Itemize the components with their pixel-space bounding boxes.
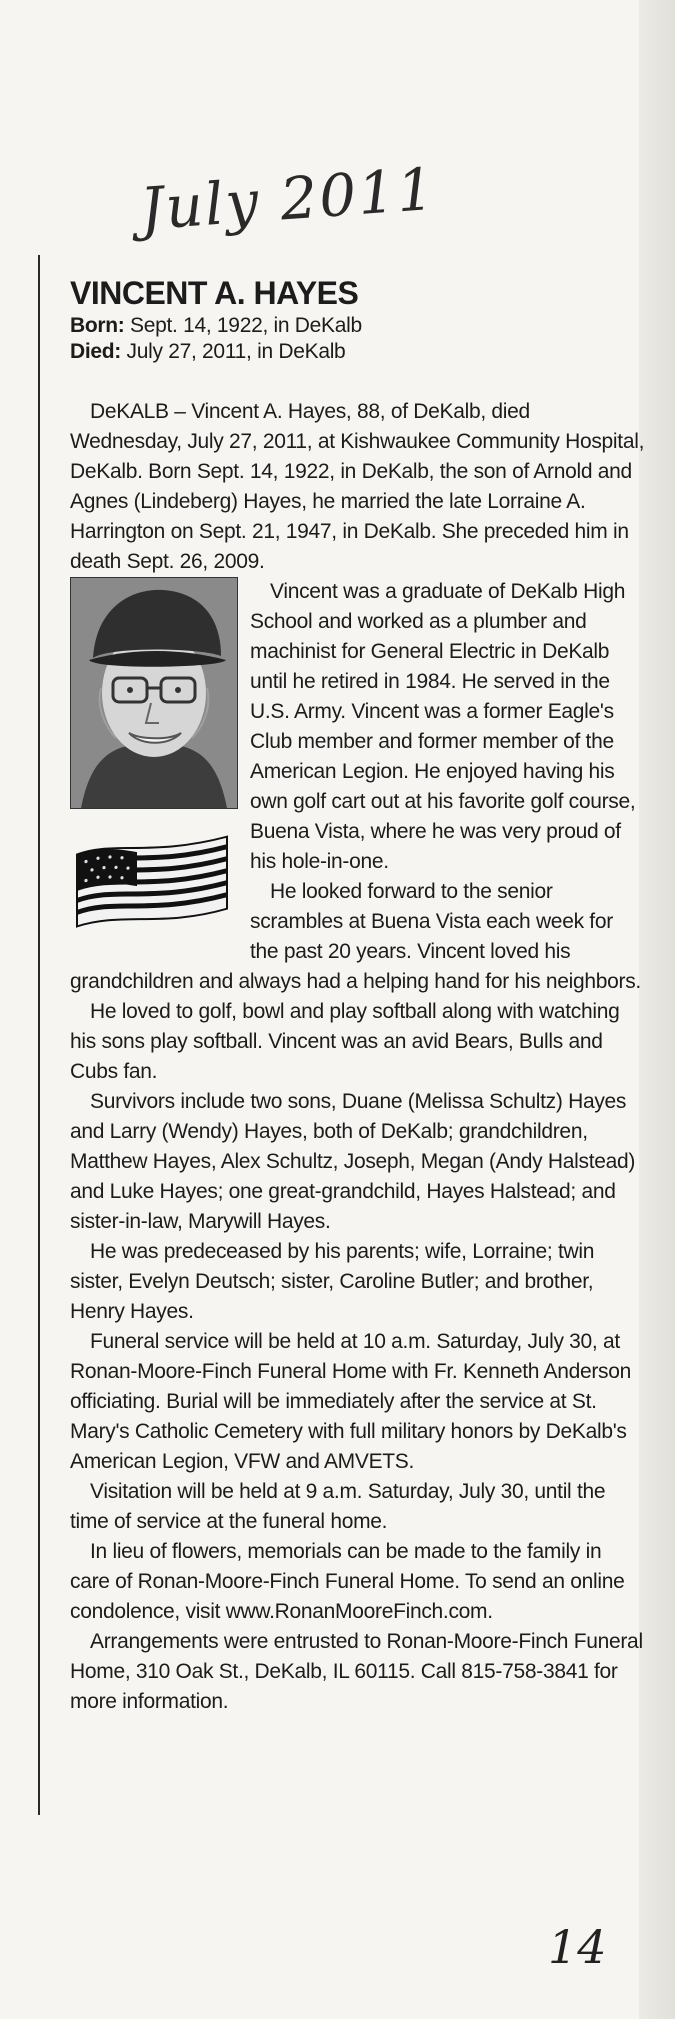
handwritten-date: July 2011 bbox=[137, 154, 438, 244]
died-label: Died: bbox=[70, 340, 122, 363]
portrait-photo-drawing bbox=[71, 578, 237, 808]
paragraph-visitation: Visitation will be held at 9 a.m. Saturday, July 30, until the time of service at the funeral home. bbox=[70, 1480, 606, 1533]
portrait-photo bbox=[70, 577, 238, 809]
flag-drawing bbox=[72, 831, 232, 931]
obituary-content bbox=[70, 275, 645, 1717]
paragraph-scrambles: He looked forward to the senior scrambles at Buena Vista each week for the past 20 years. Vincent loved his grandchildren and always had a helping hand for his neighbors. bbox=[70, 880, 641, 993]
born-value: Sept. 14, 1922, in DeKalb bbox=[124, 314, 362, 337]
paragraph-memorials: In lieu of flowers, memorials can be made to the family in care of Ronan-Moore-Finch Funeral Home. To send an online condolence, visit www.RonanMooreFinch.com. bbox=[70, 1540, 625, 1623]
photo-block bbox=[70, 577, 238, 941]
born-label: Born: bbox=[70, 314, 125, 337]
born-line bbox=[70, 313, 645, 339]
paragraph-predeceased: He was predeceased by his parents; wife, Lorraine; twin sister, Evelyn Deutsch; sister, Caroline Butler; and brother, Henry Hayes. bbox=[70, 1240, 595, 1323]
died-line bbox=[70, 339, 645, 365]
obituary-column bbox=[38, 255, 645, 1815]
american-flag-icon bbox=[72, 831, 232, 940]
page-number: 14 bbox=[548, 1920, 607, 1974]
obituary-name: VINCENT A. HAYES bbox=[70, 275, 359, 311]
died-value: July 27, 2011, in DeKalb bbox=[121, 340, 346, 363]
paragraph-hobbies: He loved to golf, bowl and play softball along with watching his sons play softball. Vincent was an avid Bears, Bulls and Cubs fan. bbox=[70, 1000, 620, 1083]
paragraph-survivors: Survivors include two sons, Duane (Melissa Schultz) Hayes and Larry (Wendy) Hayes, both of DeKalb; grandchildren, Matthew Hayes, Alex Schultz, Joseph, Megan (Andy Halstead) and Luke Hayes; one great-grandchild, Hayes Halstead; and sister-in-law, Marywill Hayes. bbox=[70, 1090, 636, 1233]
paragraph-intro: DeKALB – Vincent A. Hayes, 88, of DeKalb, died Wednesday, July 27, 2011, at Kishwaukee Community Hospital, DeKalb. Born Sept. 14, 1922, in DeKalb, the son of Arnold and Agnes (Lindeberg) Hayes, he married the late Lorraine A. Harrington on Sept. 21, 1947, in DeKalb. She preceded him in death Sept. 26, 2009. bbox=[70, 400, 645, 573]
paragraph-funeral: Funeral service will be held at 10 a.m. Saturday, July 30, at Ronan-Moore-Finch Funeral Home with Fr. Kenneth Anderson officiating. Burial will be immediately after the service at St. Mary's Catholic Cemetery with full military honors by DeKalb's American Legion, VFW and AMVETS. bbox=[70, 1330, 631, 1473]
paragraph-career: Vincent was a graduate of DeKalb High School and worked as a plumber and machinist for General Electric in DeKalb until he retired in 1984. He served in the U.S. Army. Vincent was a former Eagle's Club member and former member of the American Legion. He enjoyed having his own golf cart out at his favorite golf course, Buena Vista, where he was very proud of his hole-in-one. bbox=[250, 580, 636, 873]
paragraph-arrangements: Arrangements were entrusted to Ronan-Moore-Finch Funeral Home, 310 Oak St., DeKalb, IL 60115. Call 815-758-3841 for more information. bbox=[70, 1630, 643, 1713]
